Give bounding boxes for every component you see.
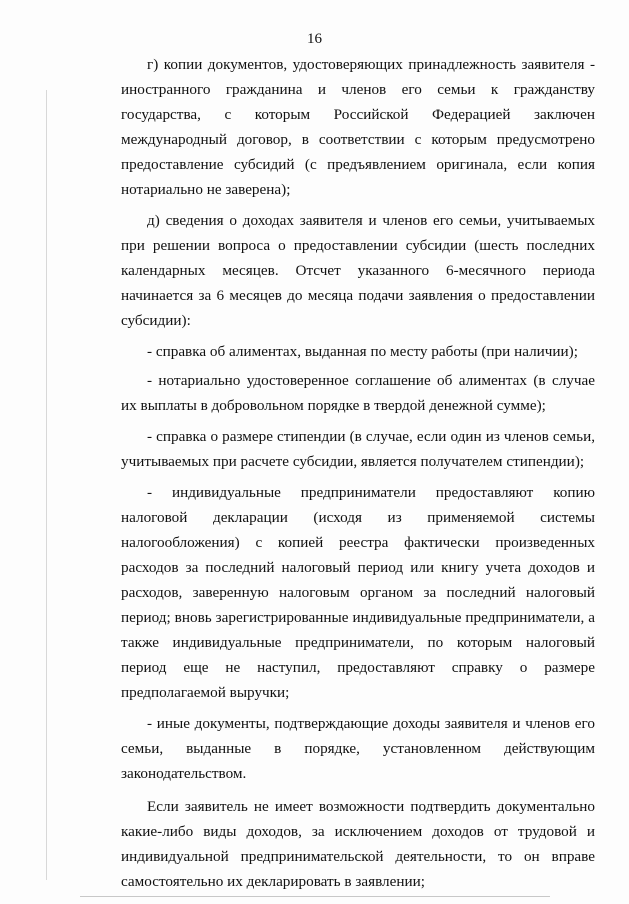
paragraph-income-information: д) сведения о доходах заявителя и членов его семьи, учитываемых при решении вопроса о предоставлении субсидии (шесть последних календарных месяцев. Отсчет указанного 6-месячного периода начинается за 6 месяцев до месяца подачи заявления о предоставлении субсидии):: [121, 212, 595, 329]
document-body: [121, 52, 595, 900]
paragraph-foreign-citizenship-copies: г) копии документов, удостоверяющих принадлежность заявителя - иностранного гражданина и членов его семьи к гражданству государства, с которым Российской Федерацией заключен международный договор, в соответствии с которым предусмотрено предоставление субсидий (с предъявлением оригинала, если копия нотариально не заверена);: [121, 56, 595, 198]
paragraph-alimony-agreement: - нотариально удостоверенное соглашение об алиментах (в случае их выплаты в добровольном порядке в твердой денежной сумме);: [121, 372, 595, 414]
scan-artifact-line: [46, 90, 47, 880]
paragraph-self-declaration: Если заявитель не имеет возможности подтвердить документально какие-либо виды доходов, за исключением доходов от трудовой и индивидуальной предпринимательской деятельности, то он вправе самостоятельно их декларировать в заявлении;: [121, 798, 595, 890]
page-number: 16: [307, 31, 322, 47]
scan-artifact-bottom-edge: [80, 896, 550, 897]
paragraph-scholarship-certificate: - справка о размере стипендии (в случае, если один из членов семьи, учитываемых при расчете субсидии, является получателем стипендии);: [121, 428, 595, 470]
paragraph-alimony-certificate: - справка об алиментах, выданная по месту работы (при наличии);: [147, 343, 578, 360]
paragraph-entrepreneur-documents: - индивидуальные предприниматели предоставляют копию налоговой декларации (исходя из применяемой системы налогообложения) с копией реестра фактически произведенных расходов за последний налоговый период или книгу учета доходов и расходов, заверенную налоговым органом за последний налоговый период; вновь зарегистрированные индивидуальные предприниматели, а также индивидуальные предприниматели, по которым налоговый период еще не наступил, предоставляют справку о размере предполагаемой выручки;: [121, 484, 595, 701]
paragraph-other-documents: - иные документы, подтверждающие доходы заявителя и членов его семьи, выданные в порядке, установленном действующим законодательством.: [121, 715, 595, 782]
